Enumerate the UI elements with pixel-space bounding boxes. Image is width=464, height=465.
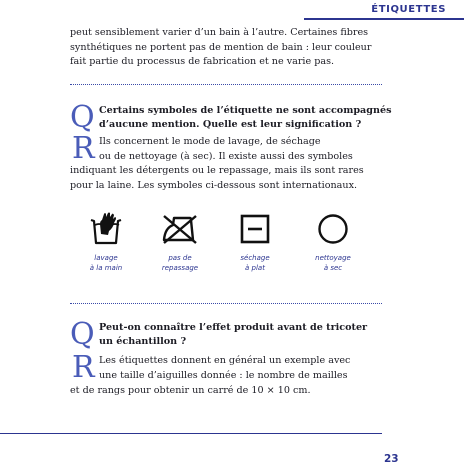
dry-clean-icon — [316, 212, 350, 246]
symbol-caption: nettoyage à sec — [315, 254, 351, 272]
question-1 — [99, 104, 404, 131]
answer-1-indented — [99, 135, 404, 164]
symbol-hand-wash — [78, 212, 134, 273]
section-title: ÉTIQUETTES — [371, 4, 446, 15]
answer-line: Ils concernent le mode de lavage, de séchage — [99, 136, 321, 147]
question-2 — [99, 321, 404, 348]
dry-flat-icon — [238, 212, 272, 246]
answer-2-indented — [99, 354, 404, 383]
hand-wash-icon — [89, 212, 123, 246]
answer-1-full — [70, 164, 400, 193]
question-line: d’aucune mention. Quelle est leur signification ? — [99, 118, 362, 130]
question-letter: Q — [70, 100, 95, 135]
divider — [70, 303, 382, 304]
page-number: 23 — [384, 453, 399, 465]
answer-line: indiquant les détergents ou le repassage, mais ils sont rares — [70, 165, 364, 176]
question-line: Peut-on connaître l’effet produit avant de tricoter — [99, 322, 368, 333]
question-letter: Q — [70, 317, 95, 352]
symbol-no-iron — [152, 212, 208, 273]
intro-paragraph — [70, 26, 400, 70]
answer-line: et de rangs pour obtenir un carré de 10 × 10 cm. — [70, 385, 311, 396]
answer-line: pour la laine. Les symboles ci-dessous sont internationaux. — [70, 179, 358, 191]
answer-letter: R — [72, 350, 95, 385]
divider — [70, 84, 382, 85]
no-iron-icon — [160, 212, 200, 246]
answer-2-full — [70, 384, 400, 399]
intro-line: fait partie du processus de fabrication et ne varie pas. — [70, 56, 335, 68]
symbol-dry-clean — [305, 212, 361, 273]
symbol-caption: lavage à la main — [89, 254, 123, 272]
footer-rule — [0, 433, 382, 434]
answer-letter: R — [72, 131, 95, 166]
answer-line: ou de nettoyage (à sec). Il existe aussi des symboles — [99, 150, 353, 162]
answer-line: Les étiquettes donnent en général un exemple avec — [99, 355, 351, 366]
intro-line: peut sensiblement varier d’un bain à l’autre. Certaines fibres — [70, 27, 369, 38]
answer-line: une taille d’aiguilles donnée : le nombre de mailles — [99, 369, 348, 381]
symbol-dry-flat — [227, 212, 283, 273]
symbol-caption: pas de repassage — [161, 254, 199, 272]
question-line: Certains symboles de l’étiquette ne sont accompagnés — [99, 105, 392, 116]
symbol-caption: séchage à plat — [240, 254, 270, 272]
intro-line: synthétiques ne portent pas de mention de bain : leur couleur — [70, 41, 372, 53]
header-tab — [304, 0, 464, 20]
question-line: un échantillon ? — [99, 335, 187, 347]
